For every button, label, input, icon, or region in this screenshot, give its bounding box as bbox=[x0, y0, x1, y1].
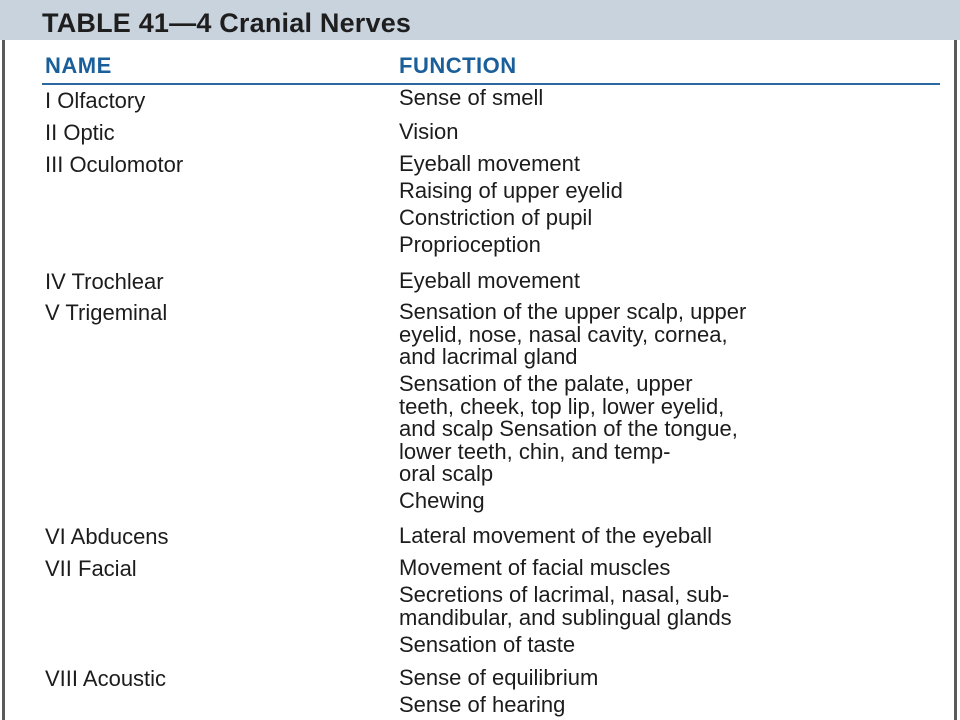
nerve-name-trigeminal: V Trigeminal bbox=[45, 300, 168, 325]
function-item: Constriction of pupil bbox=[399, 205, 593, 230]
function-item: Proprioception bbox=[399, 232, 541, 257]
function-item: Lateral movement of the eyeball bbox=[399, 523, 713, 548]
function-item: Sense of hearing bbox=[399, 692, 566, 717]
table-border-right bbox=[954, 40, 957, 720]
function-item: Raising of upper eyelid bbox=[399, 178, 623, 203]
title-bar bbox=[0, 0, 960, 40]
nerve-name-oculomotor: III Oculomotor bbox=[45, 152, 184, 177]
nerve-name-trochlear: IV Trochlear bbox=[45, 269, 164, 294]
table-border-left bbox=[2, 40, 5, 720]
table-title: TABLE 41—4 Cranial Nerves bbox=[42, 8, 412, 38]
table-header-row bbox=[42, 53, 940, 85]
function-item: Eyeball movement bbox=[399, 268, 580, 293]
nerve-name-optic: II Optic bbox=[45, 120, 115, 145]
function-item: Sensation of the palate, upper teeth, cheek, top lip, lower eyelid, and scalp Sensation of the tongue, lower teeth, chin, and temp- oral scalp bbox=[399, 371, 738, 486]
function-item: Eyeball movement bbox=[399, 151, 580, 176]
nerve-name-olfactory: I Olfactory bbox=[45, 88, 146, 113]
nerve-name-abducens: VI Abducens bbox=[45, 524, 169, 549]
function-item: Sense of equilibrium bbox=[399, 665, 599, 690]
function-item: Vision bbox=[399, 119, 459, 144]
function-item: Sensation of the upper scalp, upper eyelid, nose, nasal cavity, cornea, and lacrimal gland bbox=[399, 299, 747, 369]
function-item: Movement of facial muscles bbox=[399, 555, 671, 580]
nerve-name-facial: VII Facial bbox=[45, 556, 137, 581]
function-item: Sensation of taste bbox=[399, 632, 576, 657]
function-item: Chewing bbox=[399, 488, 485, 513]
nerve-name-acoustic: VIII Acoustic bbox=[45, 666, 167, 691]
column-header-name: NAME bbox=[45, 53, 112, 78]
function-item: Sense of smell bbox=[399, 85, 544, 110]
function-item: Secretions of lacrimal, nasal, sub- mandibular, and sublingual glands bbox=[399, 582, 732, 630]
column-header-function: FUNCTION bbox=[399, 53, 517, 78]
